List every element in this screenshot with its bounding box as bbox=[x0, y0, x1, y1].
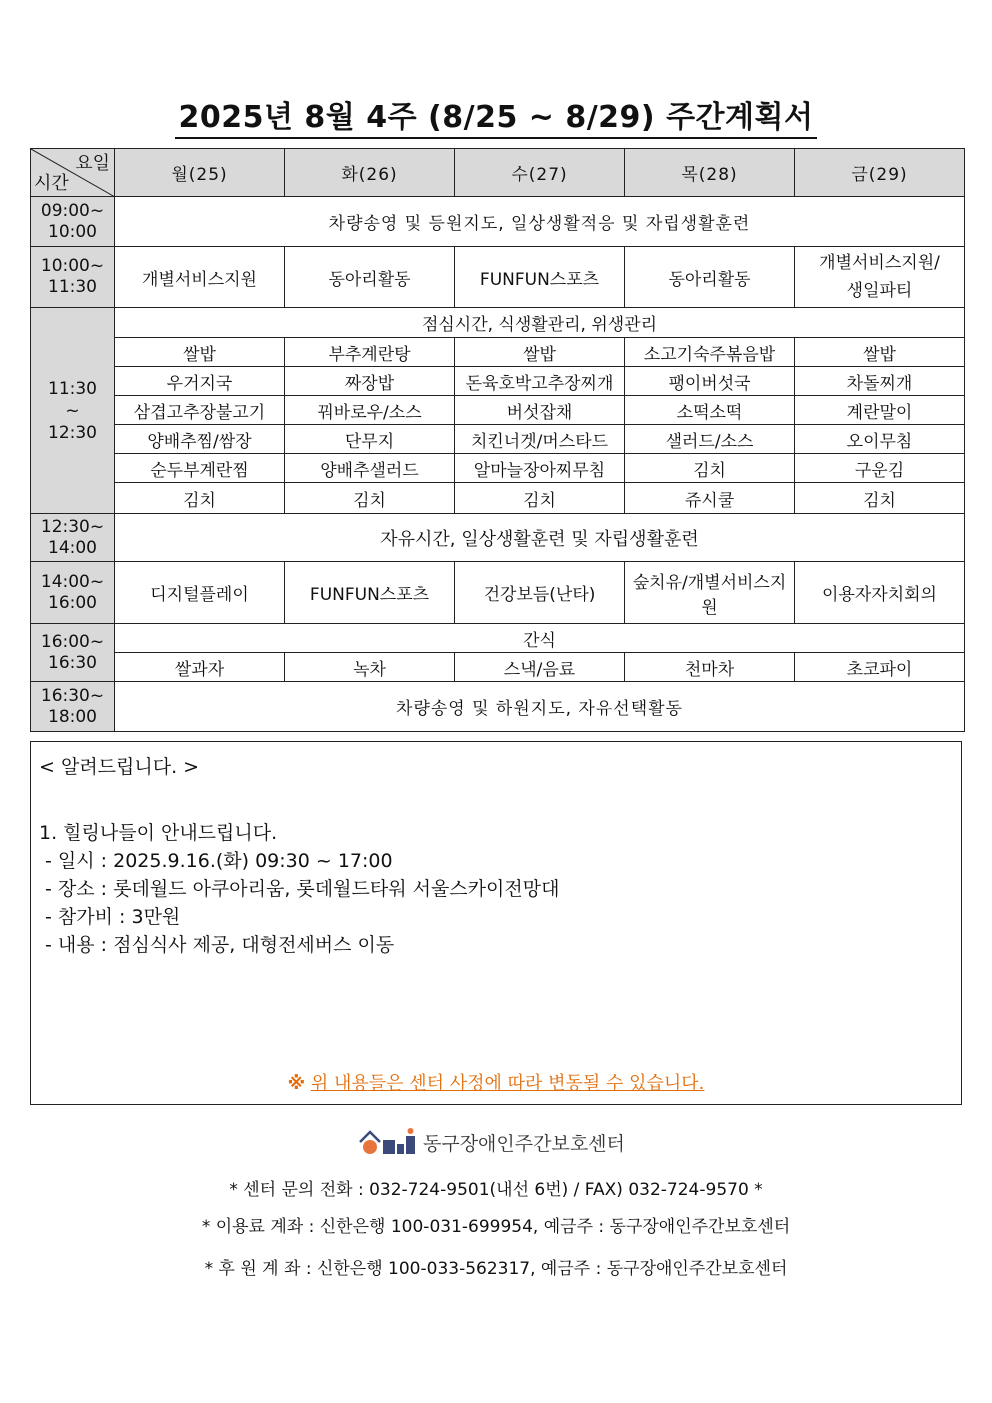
center-name: 동구장애인주간보호센터 bbox=[423, 1132, 625, 1155]
row-1230 bbox=[31, 514, 965, 562]
row-1000 bbox=[31, 247, 965, 308]
menu-item: 계란말이 bbox=[795, 396, 965, 425]
menu-item: 김치 bbox=[455, 483, 625, 514]
center-logo bbox=[359, 1127, 625, 1157]
activity-cell: 디지털플레이 bbox=[115, 562, 285, 624]
page-title-text: 2025년 8월 4주 (8/25 ~ 8/29) 주간계획서 bbox=[175, 100, 818, 139]
menu-item: 버섯잡채 bbox=[455, 396, 625, 425]
menu-item: 쥬시쿨 bbox=[625, 483, 795, 514]
activity-cell: 숲치유/개별서비스지원 bbox=[625, 562, 795, 624]
notice-box bbox=[30, 741, 962, 1105]
activity-cell: FUNFUN스포츠 bbox=[455, 247, 625, 308]
menu-row bbox=[31, 425, 965, 454]
menu-item: 소떡소떡 bbox=[625, 396, 795, 425]
time-cell: 11:30 ~ 12:30 bbox=[31, 308, 115, 514]
warning-text: 위 내용들은 센터 사정에 따라 변동될 수 있습니다. bbox=[310, 1073, 705, 1094]
donation-account-line: * 후 원 계 좌 : 신한은행 100-033-562317, 예금주 : 동구장애인주간보호센터 bbox=[204, 1259, 788, 1279]
activity-cell: FUNFUN스포츠 bbox=[285, 562, 455, 624]
center-logo-icon bbox=[359, 1127, 417, 1157]
corner-day-label: 요일 bbox=[75, 153, 110, 174]
day-header-thu: 목(28) bbox=[625, 149, 795, 197]
menu-item: 차돌찌개 bbox=[795, 367, 965, 396]
menu-item: 김치 bbox=[285, 483, 455, 514]
activity-all-days: 차량송영 및 등원지도, 일상생활적응 및 자립생활훈련 bbox=[115, 197, 965, 247]
activity-cell: 개별서비스지원 bbox=[115, 247, 285, 308]
menu-item: 오이무침 bbox=[795, 425, 965, 454]
menu-item: 김치 bbox=[115, 483, 285, 514]
menu-item: 소고기숙주볶음밥 bbox=[625, 338, 795, 367]
menu-item: 부추계란탕 bbox=[285, 338, 455, 367]
snack-row bbox=[31, 653, 965, 682]
menu-row bbox=[31, 338, 965, 367]
notice-heading: < 알려드립니다. > bbox=[39, 756, 200, 778]
row-1600-header bbox=[31, 624, 965, 653]
menu-item: 단무지 bbox=[285, 425, 455, 454]
menu-row bbox=[31, 454, 965, 483]
day-header-mon: 월(25) bbox=[115, 149, 285, 197]
time-cell: 16:30~ 18:00 bbox=[31, 682, 115, 732]
day-header-wed: 수(27) bbox=[455, 149, 625, 197]
menu-item: 우거지국 bbox=[115, 367, 285, 396]
menu-item: 치킨너겟/머스타드 bbox=[455, 425, 625, 454]
activity-cell: 동아리활동 bbox=[625, 247, 795, 308]
day-header-fri: 금(29) bbox=[795, 149, 965, 197]
notice-line: - 내용 : 점심식사 제공, 대형전세버스 이동 bbox=[39, 934, 395, 956]
activity-cell: 동아리활동 bbox=[285, 247, 455, 308]
notice-line: 1. 힐링나들이 안내드립니다. bbox=[39, 822, 278, 844]
activity-all-days: 차량송영 및 하원지도, 자유선택활동 bbox=[115, 682, 965, 732]
menu-item: 구운김 bbox=[795, 454, 965, 483]
time-cell: 10:00~ 11:30 bbox=[31, 247, 115, 308]
notice-line: - 장소 : 롯데월드 아쿠아리움, 롯데월드타워 서울스카이전망대 bbox=[39, 878, 560, 900]
snack-item: 초코파이 bbox=[795, 653, 965, 682]
menu-item: 쌀밥 bbox=[795, 338, 965, 367]
menu-item: 짜장밥 bbox=[285, 367, 455, 396]
notice-line: - 일시 : 2025.9.16.(화) 09:30 ~ 17:00 bbox=[39, 850, 393, 872]
menu-row bbox=[31, 483, 965, 514]
fee-account-line: * 이용료 계좌 : 신한은행 100-031-699954, 예금주 : 동구장애인주간보호센터 bbox=[201, 1217, 791, 1237]
activity-cell: 이용자자치회의 bbox=[795, 562, 965, 624]
menu-item: 쌀밥 bbox=[455, 338, 625, 367]
notice-line: - 참가비 : 3만원 bbox=[39, 906, 181, 928]
corner-time-label: 시간 bbox=[34, 173, 69, 194]
menu-item: 순두부계란찜 bbox=[115, 454, 285, 483]
menu-item: 꿔바로우/소스 bbox=[285, 396, 455, 425]
header-row bbox=[31, 149, 965, 197]
activity-cell: 개별서비스지원/ 생일파티 bbox=[795, 247, 965, 308]
page-title bbox=[0, 92, 992, 136]
menu-item: 김치 bbox=[795, 483, 965, 514]
snack-item: 스낵/음료 bbox=[455, 653, 625, 682]
activity-cell: 건강보듬(난타) bbox=[455, 562, 625, 624]
phone-line: * 센터 문의 전화 : 032-724-9501(내선 6번) / FAX) 032-724-9570 * bbox=[229, 1180, 763, 1200]
lunch-header: 점심시간, 식생활관리, 위생관리 bbox=[115, 308, 965, 338]
day-header-tue: 화(26) bbox=[285, 149, 455, 197]
menu-item: 김치 bbox=[625, 454, 795, 483]
menu-item: 삼겹고추장불고기 bbox=[115, 396, 285, 425]
corner-cell bbox=[31, 149, 115, 197]
menu-item: 쌀밥 bbox=[115, 338, 285, 367]
snack-item: 쌀과자 bbox=[115, 653, 285, 682]
menu-item: 팽이버섯국 bbox=[625, 367, 795, 396]
row-1630 bbox=[31, 682, 965, 732]
menu-row bbox=[31, 396, 965, 425]
time-cell: 12:30~ 14:00 bbox=[31, 514, 115, 562]
menu-row bbox=[31, 367, 965, 396]
snack-item: 천마차 bbox=[625, 653, 795, 682]
row-1130-header bbox=[31, 308, 965, 338]
weekly-schedule-table bbox=[30, 148, 965, 732]
time-cell: 09:00~ 10:00 bbox=[31, 197, 115, 247]
menu-item: 양배추찜/쌈장 bbox=[115, 425, 285, 454]
time-cell: 14:00~ 16:00 bbox=[31, 562, 115, 624]
notice-warning bbox=[31, 1069, 961, 1095]
row-1400 bbox=[31, 562, 965, 624]
menu-item: 양배추샐러드 bbox=[285, 454, 455, 483]
menu-item: 돈육호박고추장찌개 bbox=[455, 367, 625, 396]
activity-all-days: 자유시간, 일상생활훈련 및 자립생활훈련 bbox=[115, 514, 965, 562]
notice-lines bbox=[39, 819, 559, 959]
menu-item: 알마늘장아찌무침 bbox=[455, 454, 625, 483]
menu-item: 샐러드/소스 bbox=[625, 425, 795, 454]
snack-header: 간식 bbox=[115, 624, 965, 653]
time-cell: 16:00~ 16:30 bbox=[31, 624, 115, 682]
reference-mark: ※ bbox=[287, 1073, 306, 1094]
row-0900 bbox=[31, 197, 965, 247]
snack-item: 녹차 bbox=[285, 653, 455, 682]
